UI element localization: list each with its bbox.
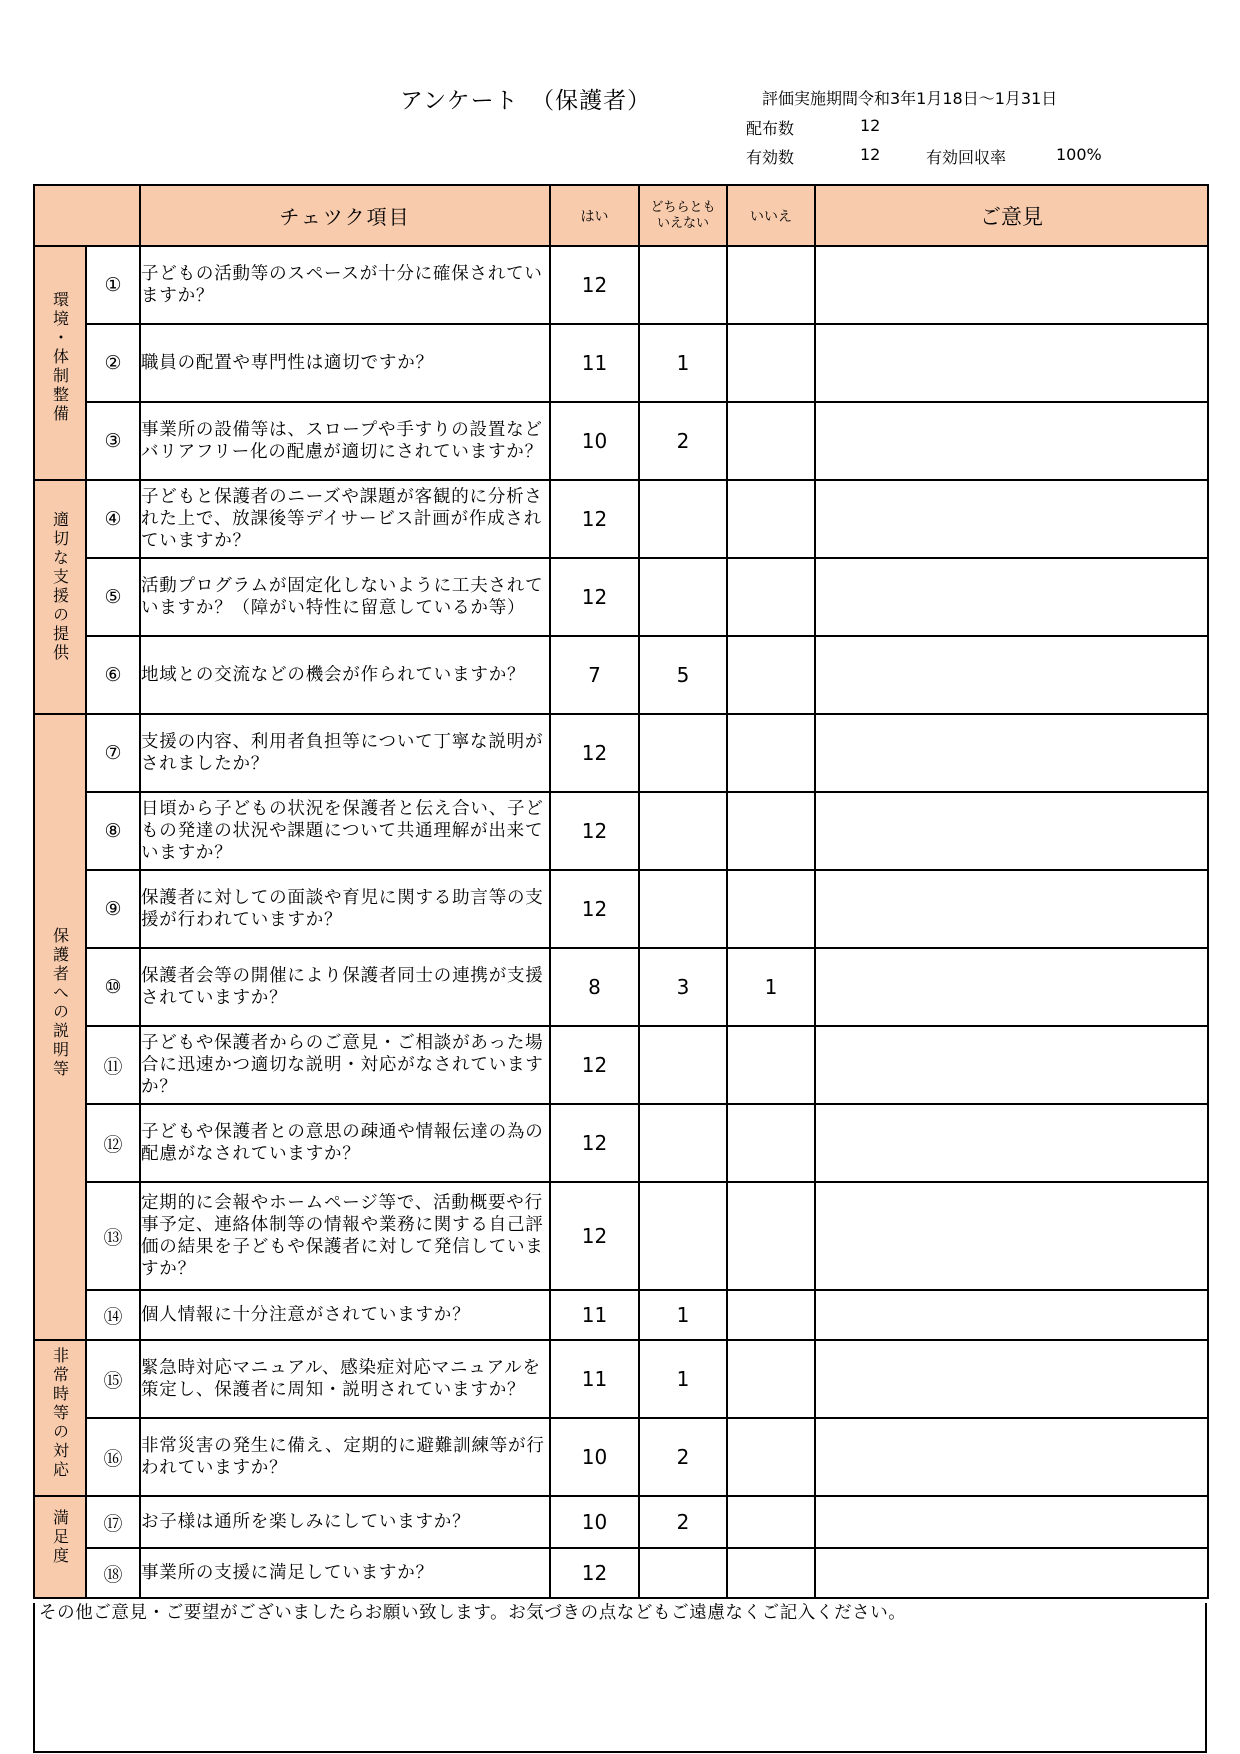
neutral-count (639, 558, 727, 636)
yes-count: 12 (550, 1104, 639, 1182)
question-text: 保護者に対しての面談や育児に関する助言等の支援が行われていますか？ (140, 870, 550, 948)
no-count (727, 1182, 815, 1290)
question-text: 定期的に会報やホームページ等で、活動概要や行事予定、連絡体制等の情報や業務に関する自己評価の結果を子どもや保護者に対して発信していますか？ (140, 1182, 550, 1290)
table-row (34, 1104, 1208, 1182)
no-count (727, 480, 815, 558)
no-count (727, 1548, 815, 1598)
row-number: ② (86, 324, 140, 402)
no-count (727, 792, 815, 870)
neutral-count: 1 (639, 324, 727, 402)
no-count (727, 1496, 815, 1548)
row-number: ③ (86, 402, 140, 480)
no-count (727, 714, 815, 792)
question-text: 子どもや保護者からのご意見・ご相談があった場合に迅速かつ適切な説明・対応がなされていますか？ (140, 1026, 550, 1104)
rate-label: 有効回収率 (926, 148, 1007, 167)
neutral-count: 5 (639, 636, 727, 714)
row-number: ① (86, 246, 140, 324)
survey-table (33, 184, 1209, 1599)
neutral-count (639, 1104, 727, 1182)
yes-count: 12 (550, 714, 639, 792)
opinion-cell[interactable] (815, 1104, 1208, 1182)
question-text: 個人情報に十分注意がされていますか？ (140, 1290, 550, 1340)
neutral-count: 2 (639, 1496, 727, 1548)
yes-count: 12 (550, 792, 639, 870)
opinion-cell[interactable] (815, 714, 1208, 792)
table-row (34, 1290, 1208, 1340)
evaluation-period: 評価実施期間令和3年1月18日～1月31日 (762, 89, 1058, 108)
row-number: ⑱ (86, 1548, 140, 1598)
header-blank-cell (34, 185, 140, 246)
table-row (34, 402, 1208, 480)
opinion-cell[interactable] (815, 402, 1208, 480)
no-count (727, 324, 815, 402)
row-number: ⑬ (86, 1182, 140, 1290)
header-neutral-line1: どちらとも (650, 199, 716, 215)
neutral-count (639, 792, 727, 870)
opinion-cell[interactable] (815, 636, 1208, 714)
opinion-cell[interactable] (815, 948, 1208, 1026)
yes-count: 7 (550, 636, 639, 714)
table-row (34, 480, 1208, 558)
opinion-cell[interactable] (815, 324, 1208, 402)
row-number: ⑮ (86, 1340, 140, 1418)
row-number: ⑪ (86, 1026, 140, 1104)
question-text: お子様は通所を楽しみにしていますか？ (140, 1496, 550, 1548)
row-number: ⑫ (86, 1104, 140, 1182)
yes-count: 12 (550, 246, 639, 324)
yes-count: 11 (550, 1290, 639, 1340)
opinion-cell[interactable] (815, 792, 1208, 870)
question-text: 緊急時対応マニュアル、感染症対応マニュアルを策定し、保護者に周知・説明されていますか？ (140, 1340, 550, 1418)
neutral-count (639, 480, 727, 558)
opinion-cell[interactable] (815, 870, 1208, 948)
row-number: ⑨ (86, 870, 140, 948)
row-number: ⑭ (86, 1290, 140, 1340)
table-row (34, 324, 1208, 402)
opinion-cell[interactable] (815, 1496, 1208, 1548)
question-text: 事業所の設備等は、スロープや手すりの設置などバリアフリー化の配慮が適切にされていますか？ (140, 402, 550, 480)
yes-count: 12 (550, 1026, 639, 1104)
table-row (34, 1026, 1208, 1104)
question-text: 地域との交流などの機会が作られていますか？ (140, 636, 550, 714)
header-no: いいえ (727, 185, 815, 246)
yes-count: 12 (550, 870, 639, 948)
no-count (727, 1340, 815, 1418)
no-count (727, 558, 815, 636)
row-number: ⑯ (86, 1418, 140, 1496)
header-neutral (639, 185, 727, 246)
other-comments-prompt: その他ご意見・ご要望がございましたらお願い致します。お気づきの点などもご遠慮なくご記入ください。 (39, 1603, 907, 1623)
header-check-item: チェツク項目 (140, 185, 550, 246)
table-row (34, 1182, 1208, 1290)
yes-count: 12 (550, 480, 639, 558)
opinion-cell[interactable] (815, 480, 1208, 558)
distributed-label: 配布数 (746, 119, 795, 138)
no-count (727, 1418, 815, 1496)
yes-count: 11 (550, 1340, 639, 1418)
yes-count: 10 (550, 1496, 639, 1548)
valid-value: 12 (860, 145, 881, 164)
table-row (34, 714, 1208, 792)
neutral-count (639, 1182, 727, 1290)
rate-value: 100% (1056, 145, 1102, 164)
category-support: 適切な支援の提供 (34, 480, 86, 714)
no-count (727, 1104, 815, 1182)
row-number: ⑦ (86, 714, 140, 792)
neutral-count: 2 (639, 1418, 727, 1496)
yes-count: 12 (550, 1548, 639, 1598)
table-row (34, 1418, 1208, 1496)
category-satisfaction: 満足度 (34, 1496, 86, 1598)
row-number: ⑧ (86, 792, 140, 870)
question-text: 子どもと保護者のニーズや課題が客観的に分析された上で、放課後等デイサービス計画が作成されていますか？ (140, 480, 550, 558)
opinion-cell[interactable] (815, 1182, 1208, 1290)
yes-count: 12 (550, 558, 639, 636)
table-row (34, 1340, 1208, 1418)
question-text: 非常災害の発生に備え、定期的に避難訓練等が行われていますか？ (140, 1418, 550, 1496)
question-text: 活動プログラムが固定化しないように工夫されていますか？（障がい特性に留意しているか等） (140, 558, 550, 636)
table-row (34, 870, 1208, 948)
table-row (34, 792, 1208, 870)
header-yes: はい (550, 185, 639, 246)
neutral-count (639, 870, 727, 948)
other-comments-box[interactable] (33, 1603, 1207, 1753)
opinion-cell[interactable] (815, 1290, 1208, 1340)
no-count (727, 1026, 815, 1104)
question-text: 職員の配置や専門性は適切ですか？ (140, 324, 550, 402)
row-number: ⑩ (86, 948, 140, 1026)
question-text: 子どもの活動等のスペースが十分に確保されていますか？ (140, 246, 550, 324)
neutral-count: 3 (639, 948, 727, 1026)
page-title: アンケート （保護者） (400, 88, 652, 114)
no-count (727, 1290, 815, 1340)
neutral-count: 1 (639, 1340, 727, 1418)
row-number: ⑤ (86, 558, 140, 636)
question-text: 子どもや保護者との意思の疎通や情報伝達の為の配慮がなされていますか？ (140, 1104, 550, 1182)
no-count (727, 636, 815, 714)
table-row (34, 636, 1208, 714)
header-neutral-line2: いえない (656, 215, 709, 231)
category-emergency: 非常時等の対応 (34, 1340, 86, 1496)
question-text: 保護者会等の開催により保護者同士の連携が支援されていますか？ (140, 948, 550, 1026)
yes-count: 11 (550, 324, 639, 402)
category-environment: 環境・体制整備 (34, 246, 86, 480)
question-text: 日頃から子どもの状況を保護者と伝え合い、子どもの発達の状況や課題について共通理解が出来ていますか？ (140, 792, 550, 870)
neutral-count (639, 1026, 727, 1104)
neutral-count (639, 1548, 727, 1598)
row-number: ④ (86, 480, 140, 558)
opinion-cell[interactable] (815, 1418, 1208, 1496)
header-row (34, 185, 1208, 246)
neutral-count (639, 246, 727, 324)
no-count (727, 402, 815, 480)
question-text: 支援の内容、利用者負担等について丁寧な説明がされましたか？ (140, 714, 550, 792)
no-count (727, 246, 815, 324)
row-number: ⑰ (86, 1496, 140, 1548)
no-count: 1 (727, 948, 815, 1026)
opinion-cell[interactable] (815, 1026, 1208, 1104)
distributed-value: 12 (860, 116, 881, 135)
opinion-cell[interactable] (815, 1340, 1208, 1418)
neutral-count: 2 (639, 402, 727, 480)
opinion-cell[interactable] (815, 1548, 1208, 1598)
header-opinion: ご意見 (815, 185, 1208, 246)
table-row (34, 1496, 1208, 1548)
yes-count: 10 (550, 402, 639, 480)
yes-count: 12 (550, 1182, 639, 1290)
question-text: 事業所の支援に満足していますか？ (140, 1548, 550, 1598)
category-explanation: 保護者への説明等 (34, 714, 86, 1340)
table-row (34, 948, 1208, 1026)
row-number: ⑥ (86, 636, 140, 714)
no-count (727, 870, 815, 948)
opinion-cell[interactable] (815, 558, 1208, 636)
opinion-cell[interactable] (815, 246, 1208, 324)
table-row (34, 558, 1208, 636)
table-row (34, 1548, 1208, 1598)
yes-count: 10 (550, 1418, 639, 1496)
yes-count: 8 (550, 948, 639, 1026)
neutral-count: 1 (639, 1290, 727, 1340)
neutral-count (639, 714, 727, 792)
valid-label: 有効数 (746, 148, 795, 167)
table-row (34, 246, 1208, 324)
